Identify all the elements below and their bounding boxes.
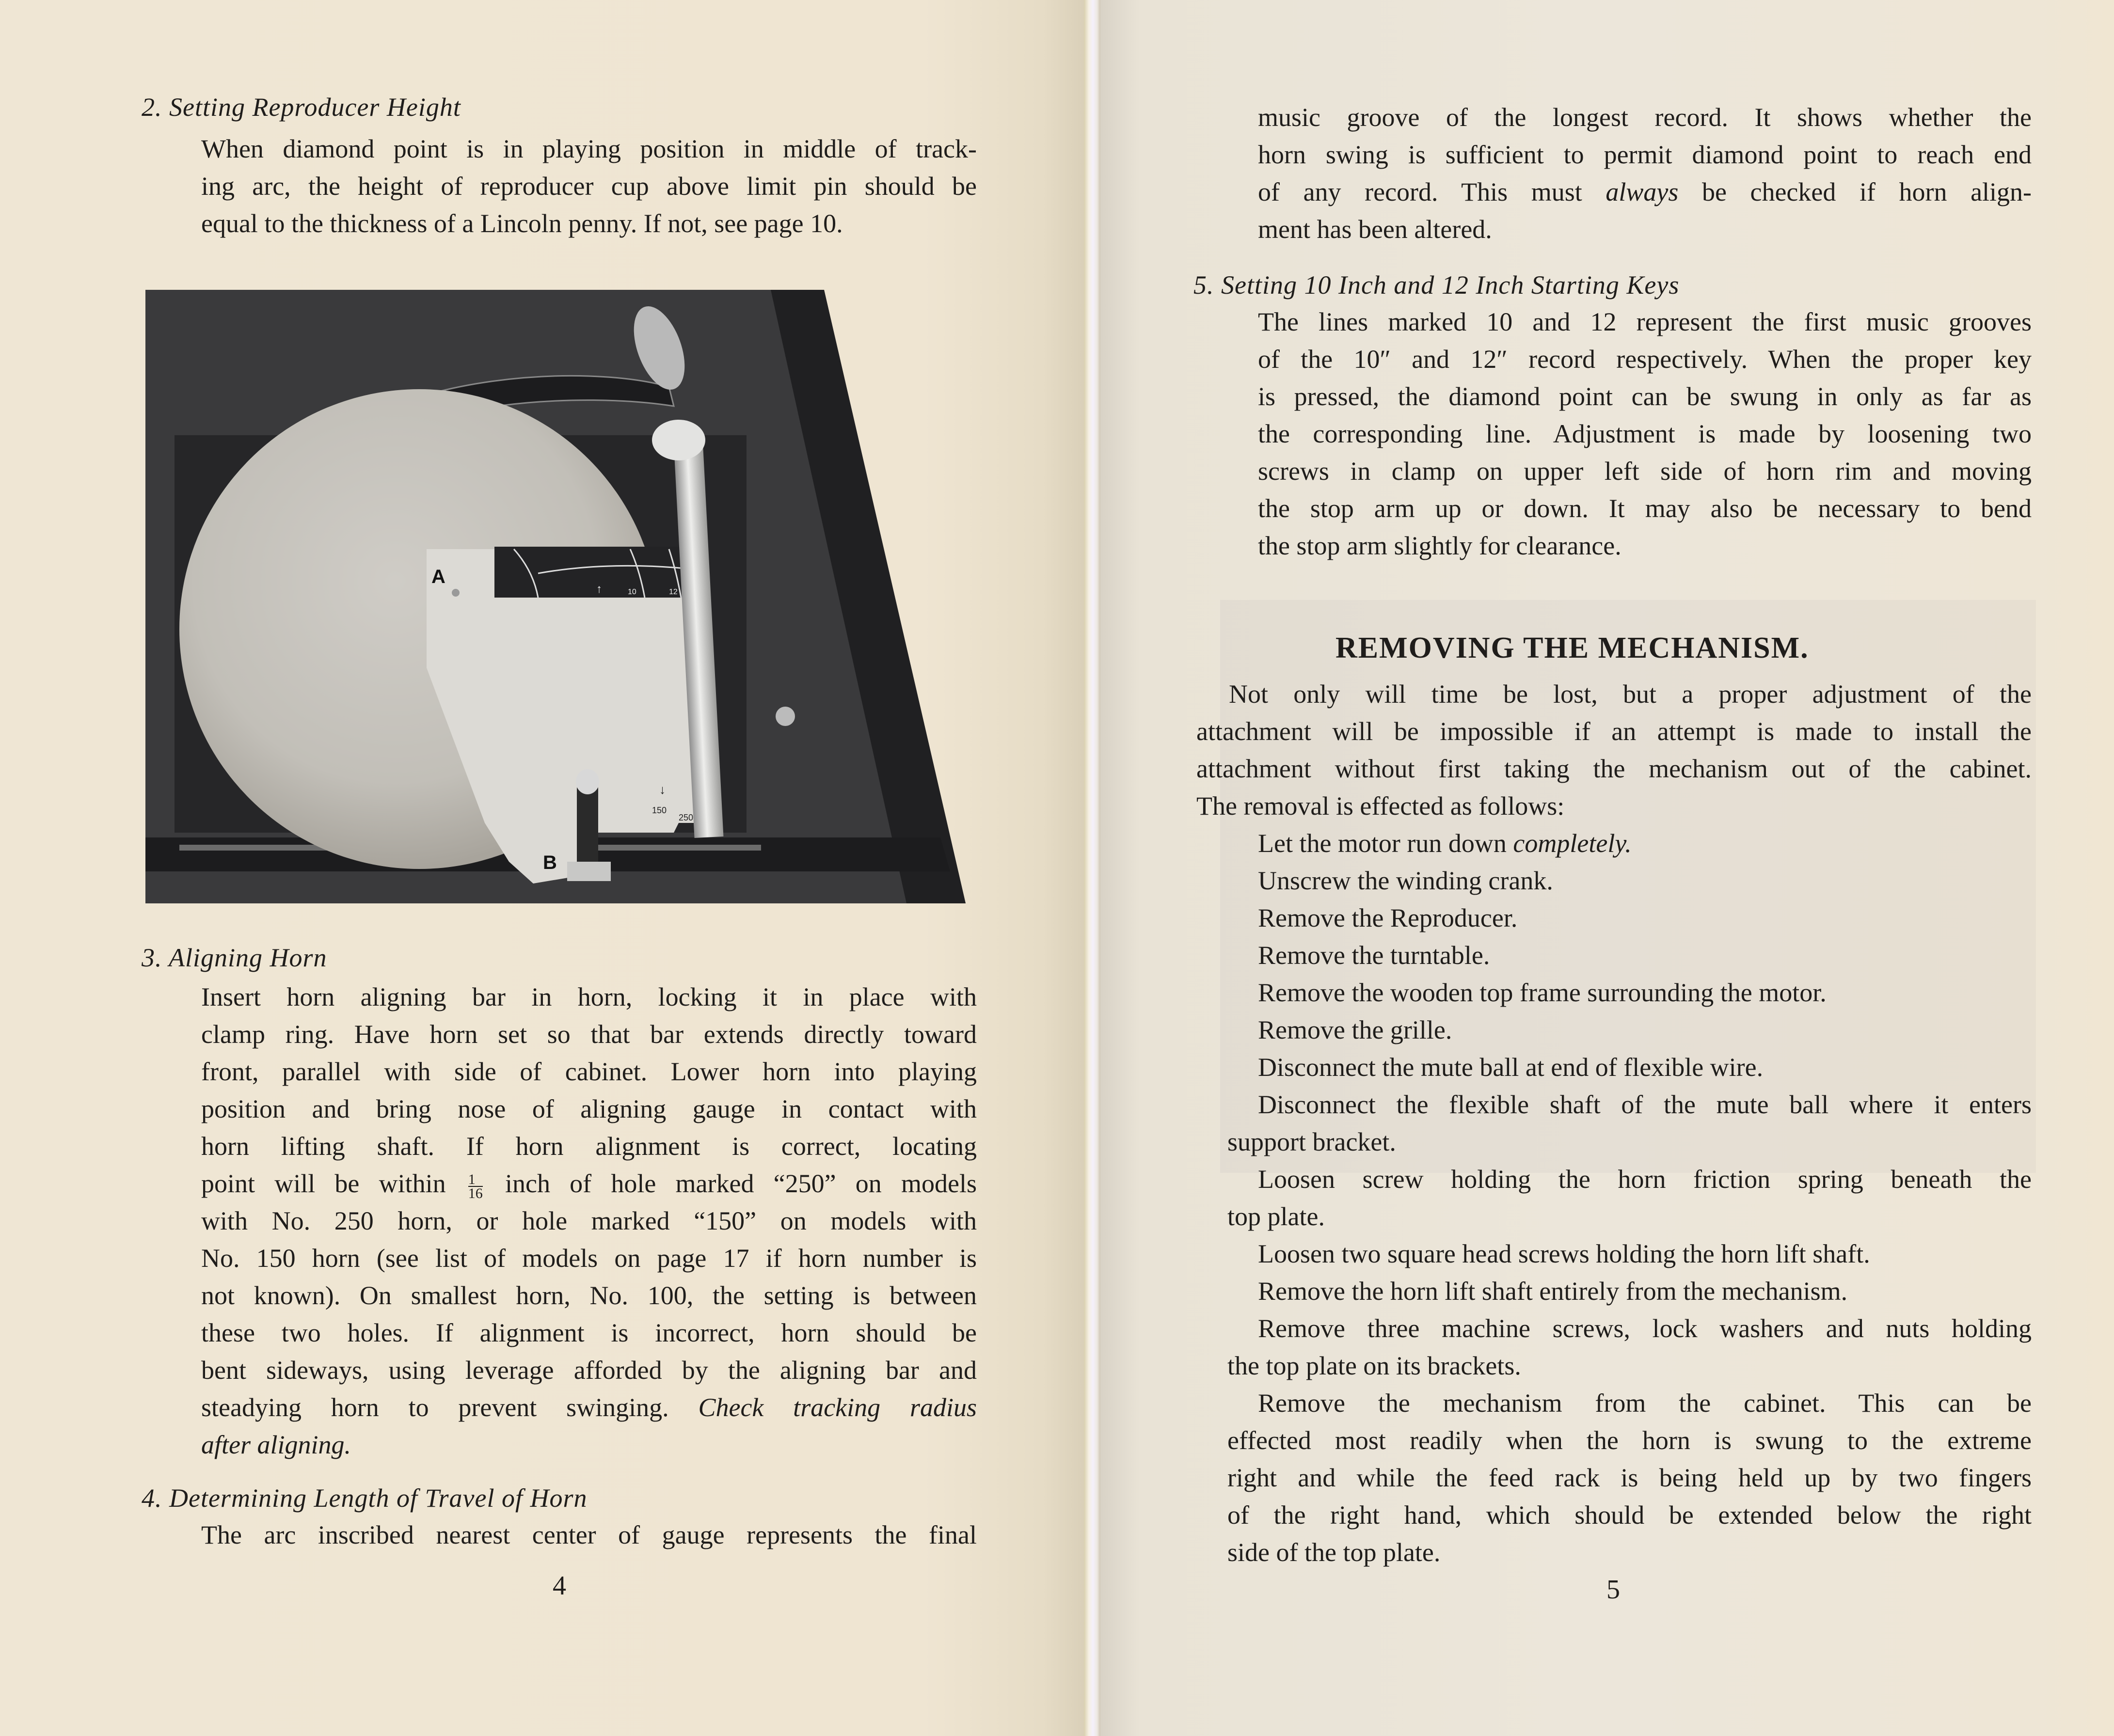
cabinet-screw xyxy=(776,707,795,726)
body-line: Insert horn aligning bar in horn, locking it in place with xyxy=(201,982,977,1011)
step-item-cont: the top plate on its brackets. xyxy=(1227,1351,1521,1380)
step-item-cont: side of the top plate. xyxy=(1227,1538,1441,1567)
step-item: Remove the turntable. xyxy=(1258,941,1490,970)
body-line: ing arc, the height of reproducer cup above limit pin should be xyxy=(201,172,977,201)
phonograph-photo xyxy=(145,290,966,903)
gauge-arrow: ↑ xyxy=(596,583,602,596)
text: steadying horn to prevent swinging. xyxy=(201,1393,669,1422)
section-heading-3: 3. Aligning Horn xyxy=(142,943,327,972)
text: inch of hole marked “250” on models xyxy=(505,1169,977,1198)
step-item: Unscrew the winding crank. xyxy=(1258,866,1553,895)
body-line: the corresponding line. Adjustment is made by loosening two xyxy=(1258,419,2032,448)
body-line: The arc inscribed nearest center of gauge represents the final xyxy=(201,1520,977,1549)
body-line-with-fraction xyxy=(201,1170,977,1200)
mark-150: 150 xyxy=(652,805,667,815)
body-line: of the 10″ and 12″ record respectively. When the proper key xyxy=(1258,345,2032,374)
step-item: Loosen two square head screws holding the horn lift shaft. xyxy=(1258,1239,1870,1268)
body-line: the stop arm up or down. It may also be necessary to bend xyxy=(1258,494,2032,523)
italic-text: completely. xyxy=(1513,829,1632,858)
step-item: Remove the Reproducer. xyxy=(1258,903,1518,932)
arrow-down-icon: ↓ xyxy=(659,782,666,797)
text: Let the motor run down xyxy=(1258,829,1507,858)
body-line: front, parallel with side of cabinet. Lower horn into playing xyxy=(201,1057,977,1086)
step-item: Remove the horn lift shaft entirely from the mechanism. xyxy=(1258,1277,1848,1306)
body-line: The lines marked 10 and 12 represent the first music grooves xyxy=(1258,307,2032,336)
fraction-denominator: 16 xyxy=(468,1185,483,1201)
body-line: screws in clamp on upper left side of horn rim and moving xyxy=(1258,457,2032,486)
body-line: the stop arm slightly for clearance. xyxy=(1258,531,1621,560)
step-item-cont: right and while the feed rack is being held up by two fingers xyxy=(1227,1463,2032,1492)
text: of any record. This must xyxy=(1258,177,1582,206)
body-line-mixed xyxy=(1258,179,2032,205)
step-item: Remove the wooden top frame surrounding the motor. xyxy=(1258,978,1827,1007)
fraction-one-sixteenth xyxy=(468,1173,483,1200)
page-number-right: 5 xyxy=(1606,1575,1620,1605)
step-item-cont: support bracket. xyxy=(1227,1127,1396,1156)
step-item: Remove three machine screws, lock washers and nuts holding xyxy=(1258,1314,2032,1343)
body-line: clamp ring. Have horn set so that bar extends directly toward xyxy=(201,1020,977,1049)
body-line-italic xyxy=(201,1432,351,1458)
mark-250: 250 xyxy=(679,813,694,822)
body-line: these two holes. If alignment is incorrect, horn should be xyxy=(201,1318,977,1347)
gauge-scale-plate xyxy=(494,547,688,598)
body-line: music groove of the longest record. It shows whether the xyxy=(1258,103,2032,132)
body-line: No. 150 horn (see list of models on page 17 if horn number is xyxy=(201,1244,977,1273)
body-line: equal to the thickness of a Lincoln penny. If not, see page 10. xyxy=(201,209,843,238)
page-number-left: 4 xyxy=(553,1571,566,1601)
section-heading-4: 4. Determining Length of Travel of Horn xyxy=(142,1483,588,1513)
italic-text: after aligning. xyxy=(201,1430,351,1459)
label-a: A xyxy=(431,566,445,587)
body-line: Not only will time be lost, but a proper adjustment of the xyxy=(1229,679,2032,709)
gauge-mark-10: 10 xyxy=(628,588,636,596)
italic-text: Check tracking radius xyxy=(698,1393,977,1422)
body-line: ment has been altered. xyxy=(1258,215,1492,244)
body-line: position and bring nose of aligning gauge in contact with xyxy=(201,1094,977,1123)
section-heading-2: 2. Setting Reproducer Height xyxy=(142,93,461,122)
book-spine xyxy=(1084,0,1100,1736)
step-item: Disconnect the flexible shaft of the mute ball where it enters xyxy=(1258,1090,2032,1119)
body-line: attachment will be impossible if an attempt is made to install the xyxy=(1196,717,2032,746)
step-item-cont: effected most readily when the horn is swung to the extreme xyxy=(1227,1426,2032,1455)
body-line: attachment without first taking the mechanism out of the cabinet. xyxy=(1196,754,2032,783)
step-item: Remove the grille. xyxy=(1258,1015,1452,1044)
text: point will be within xyxy=(201,1169,446,1198)
body-line: bent sideways, using leverage afforded by the aligning bar and xyxy=(201,1356,977,1385)
text: be checked if horn align- xyxy=(1701,177,2032,206)
section-title-removing: REMOVING THE MECHANISM. xyxy=(1335,631,1809,664)
fraction-numerator: 1 xyxy=(468,1173,483,1187)
section-heading-5: 5. Setting 10 Inch and 12 Inch Starting Keys xyxy=(1193,270,1680,300)
body-line-mixed xyxy=(201,1394,977,1420)
step-item-cont: of the right hand, which should be extended below the right xyxy=(1227,1500,2032,1530)
italic-text: always xyxy=(1605,177,1679,206)
label-b: B xyxy=(543,852,557,873)
body-line: When diamond point is in playing position in middle of track- xyxy=(201,134,977,163)
step-item: Loosen screw holding the horn friction spring beneath the xyxy=(1258,1165,2032,1194)
body-line: horn lifting shaft. If horn alignment is correct, locating xyxy=(201,1132,977,1161)
gauge-mark-12: 12 xyxy=(669,588,678,596)
body-line: with No. 250 horn, or hole marked “150” on models with xyxy=(201,1206,977,1235)
step-item xyxy=(1258,830,1632,856)
step-item-cont: top plate. xyxy=(1227,1202,1325,1231)
body-line: not known). On smallest horn, No. 100, the setting is between xyxy=(201,1281,977,1310)
body-line: horn swing is sufficient to permit diamond point to reach end xyxy=(1258,140,2032,169)
body-line: The removal is effected as follows: xyxy=(1196,791,1565,821)
step-item: Remove the mechanism from the cabinet. This can be xyxy=(1258,1389,2032,1418)
body-line: is pressed, the diamond point can be swung in only as far as xyxy=(1258,382,2032,411)
step-item: Disconnect the mute ball at end of flexible wire. xyxy=(1258,1053,1764,1082)
